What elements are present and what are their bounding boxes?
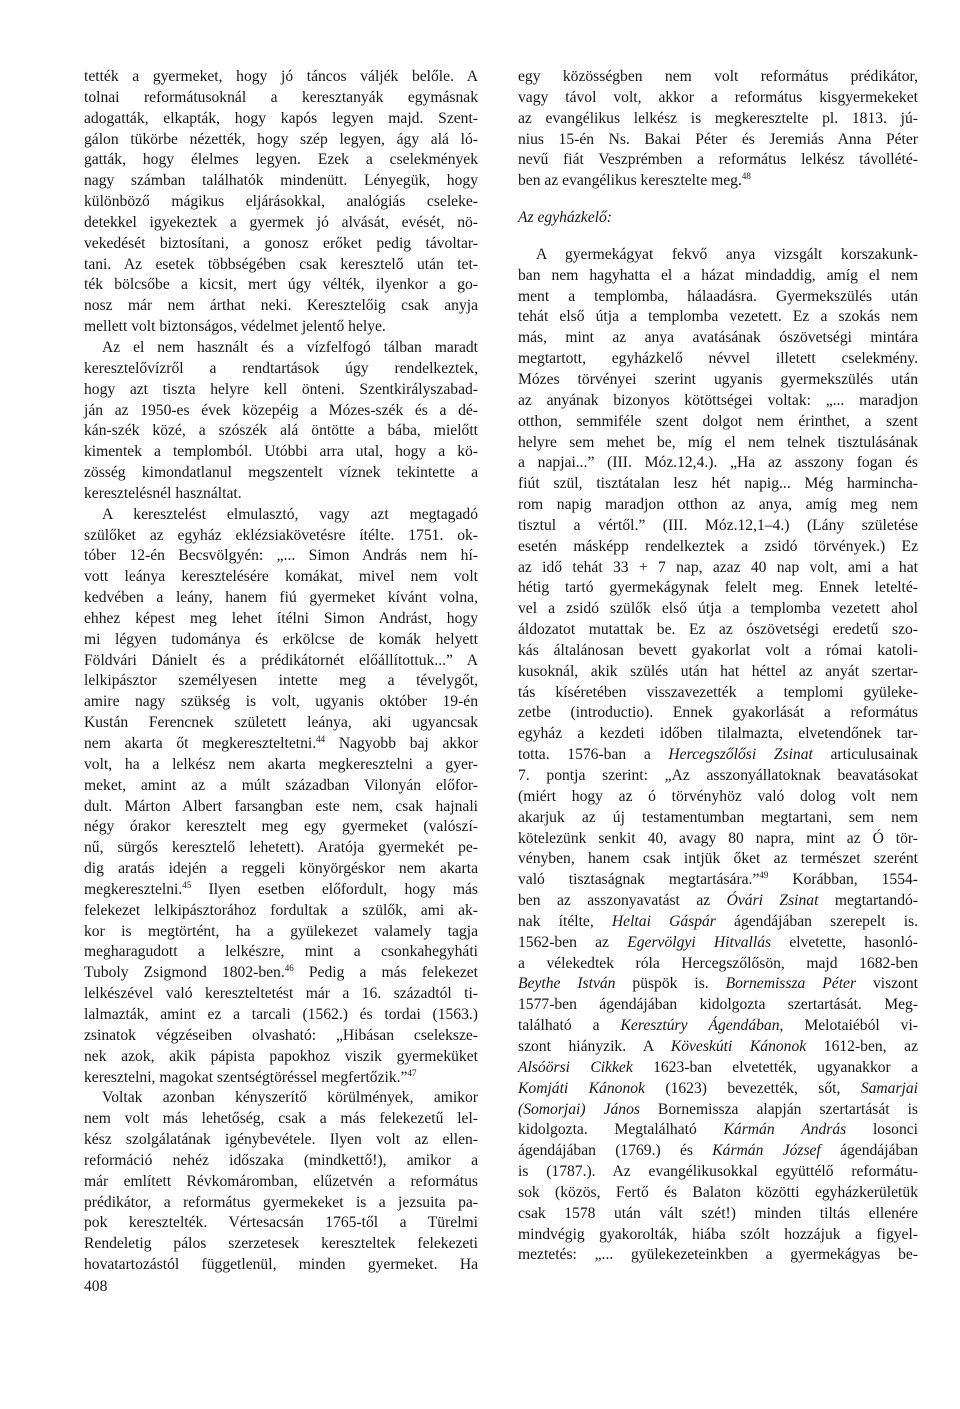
text-line: nek azok, akik pápista papokhoz viszik gyermeküket [84, 1047, 478, 1065]
text-line: fiút szül, tisztátalan lesz hét napig... Még harmincha- [518, 475, 918, 493]
text-line: prédikátor, a református gyermekeket is a jezsuita pa- [84, 1193, 478, 1211]
left-column [84, 67, 478, 1276]
text-line: adogatták, elkapták, hogy kapós legyen majd. Szent- [84, 109, 478, 127]
text-line: A gyermekágyat fekvő anya vizsgált korszakunk- [536, 245, 918, 263]
section-heading: Az egyházkelő: [518, 209, 612, 227]
italic-title: (Somorjai) János [518, 1100, 640, 1118]
text-line: mellett volt biztonságos, védelmet jelentő helye. [84, 318, 386, 336]
text-line: tani. Az esetek többségében csak keresztelő után tet- [84, 255, 478, 273]
paragraph-1 [518, 67, 918, 192]
text-line: nem akarta őt megkereszteltetni.$^{44}$ Nagyobb baj akkor [84, 734, 478, 752]
paragraph-2 [518, 245, 918, 1266]
text-line: (miért hogy az ó törvényhöz való dolog volt nem [518, 787, 918, 805]
text-line: gálon tükörbe nézették, hogy szép legyen, ágy alá ló- [84, 130, 478, 148]
italic-title: Kármán András [723, 1121, 847, 1139]
italic-title: Kármán József [712, 1142, 821, 1160]
page-number: 408 [84, 1278, 108, 1295]
text-line: gatták, hogy élelmes legyen. Ezek a cselekmények [84, 151, 478, 169]
text-line: kusoknál, akik szülés után hat héttel az anyát szertar- [518, 662, 918, 680]
text-line: az idő tehát 33 + 7 nap, azaz 40 nap volt, ami a hat [518, 558, 918, 576]
text-line: helyre sem mehet be, míg el nem telnek tisztulásának [518, 433, 918, 451]
text-line: már említett Révkomáromban, elűzetvén a református [84, 1172, 478, 1190]
text-line: tisztul a vértől.” (III. Móz.12,1–4.) (Lány születése [518, 516, 918, 534]
text-line: lelkészével való kereszteltetést már a 16. századtól ti- [84, 985, 478, 1003]
text-line: áldozatot mutattak be. Ez az ószövetségi eredetű szo- [518, 621, 918, 639]
footnote-marker: 45 [182, 879, 192, 890]
footnote-marker: 48 [741, 171, 751, 182]
text-line: vekedését biztosítani, a gonosz erőket pedig távoltar- [84, 234, 478, 252]
text-line: a napjai...” (III. Móz.12,4.). „Ha az asszony fogan és [518, 454, 918, 472]
text-line: található a Keresztúry Ágendában, Melotaiéból vi- [518, 1017, 919, 1035]
text-line: más, mint az anya avatásának ószövetségi mintára [518, 329, 918, 347]
text-line: ján az 1950-es évek közepéig a Mózes-szék és a dé- [84, 401, 478, 419]
text-line: volt, ha a lelkész nem akarta megkeresztelni a gyer- [84, 755, 478, 773]
text-line: keresztelni, magokat szentségtöréssel megfertőzik.”$^{47}$ [84, 1067, 417, 1086]
text-line: nevű fiát Veszprémben a református lelkész távollété- [518, 151, 918, 169]
paragraph-2 [84, 338, 478, 505]
text-line: egyház a kezdeti időben tilalmazta, elvetendőnek tar- [518, 725, 918, 743]
text-line: ték bölcsőbe a kicsit, mert úgy vélték, ilyenkor a go- [84, 276, 478, 294]
text-line: ben az asszonyavatást az Óvári Zsinat megtartandó- [518, 892, 919, 910]
text-line: ágendájában (1769.) és Kármán József ágendájában [518, 1142, 918, 1160]
italic-title: Alsóörsi Cikkek [518, 1058, 633, 1076]
text-line: Kustán Ferencnek született leánya, aki ugyancsak [84, 714, 478, 732]
text-line: pok keresztelték. Vértesacsán 1765-től a Türelmi [84, 1214, 478, 1232]
italic-title: Keresztúry Ágendában [620, 1017, 780, 1035]
text-line: hovatartozástól függetlenül, minden gyermeket. Ha [84, 1256, 478, 1274]
footnote-marker: 46 [284, 963, 294, 974]
paragraph-3 [84, 505, 478, 1089]
text-line: egy közösségben nem volt református prédikátor, [518, 68, 918, 85]
italic-title: Hercegszőlősi Zsinat [668, 746, 813, 764]
text-line: szont hiányzik. A Köveskúti Kánonok 1612-ben, az [518, 1037, 919, 1055]
text-line: nosz már nem árthat neki. Keresztelőig csak anyja [84, 297, 478, 315]
text-line: tolnai reformátusoknál a keresztanyák egymásnak [84, 88, 478, 106]
text-line: zösség kimondatlanul megszentelt víznek tekintette a [84, 464, 478, 482]
text-line: nagy számban találhatók mindenütt. Lényegük, hogy [84, 172, 478, 190]
text-line: megharagudott a lelkészre, mint a csonkahegyháti [84, 943, 478, 961]
text-line: detekkel igyekeztek a gyermek jó alvását, evését, nö- [84, 213, 478, 231]
footnote-marker: 47 [407, 1067, 417, 1078]
text-line: (Somorjai) János Bornemissza alapján szertartását is [518, 1100, 918, 1118]
text-line: akarjuk az új testamentumban megtartani, sem nem [518, 808, 918, 826]
paragraph-1 [84, 67, 478, 338]
italic-title: Köveskúti Kánonok [670, 1037, 807, 1055]
text-line: totta. 1576-ban a Hercegszőlősi Zsinat articulusainak [518, 746, 918, 764]
text-line: nem volt más lehetőség, csak a más felekezetű lel- [84, 1110, 478, 1128]
text-line: tóber 12-én Becsvölgyén: „... Simon András nem hí- [84, 547, 478, 565]
text-line: rom napig maradjon otthon az anya, amíg meg nem [518, 496, 918, 514]
text-line: ban nem hagyhatta el a házat mindaddig, amíg el nem [518, 266, 918, 284]
text-line: az evangélikus lelkész is megkeresztelte pl. 1813. jú- [518, 109, 918, 127]
text-line: meket, amint az a múlt században Vilonyán előfor- [84, 776, 478, 794]
text-line: mi légyen tudománya és erkölcse de komák helyett [84, 630, 478, 648]
text-line: reformáció nehéz időszaka (mindkettő!), amikor a [84, 1151, 478, 1169]
text-line: tették a gyermeket, hogy jó táncos váljék belőle. A [84, 68, 478, 85]
text-line: felekezet lelkipásztorához fordultak a szülők, ami ak- [84, 901, 478, 919]
text-line: is (1787.). Az evangélikusokkal együttélő reformátu- [518, 1163, 918, 1181]
text-line: dult. Márton Albert farsangban este nem, csak hajnali [84, 797, 478, 815]
text-line: négy órakor keresztelt meg egy gyermeket (valószí- [84, 818, 478, 836]
footnote-marker: 44 [316, 734, 326, 744]
text-line: mindvégig gyakorolták, hiába szólt hozzájuk a figyel- [518, 1225, 918, 1243]
text-line: megkeresztelni.$^{45}$ Ilyen esetben előfordult, hogy más [84, 879, 478, 898]
text-line: keresztelővízről a rendtartások úgy rendelkeztek, [84, 359, 478, 377]
text-line: ben az evangélikus keresztelte meg.$^{48}$ [518, 171, 751, 190]
text-line: tás kíséretében visszavezették a templomi gyüleke- [518, 683, 918, 701]
italic-title: Óvári Zsinat [726, 892, 819, 910]
text-line: megtartott, egyházkelő névvel illetett cselekmény. [518, 350, 918, 368]
text-line: Alsóörsi Cikkek 1623-ban elvetették, ugyanakkor a [518, 1058, 919, 1076]
text-line: Rendeletig pálos szerzetesek kereszteltek felekezeti [84, 1235, 478, 1253]
text-line: csak 1578 után vált szét!) minden tiltás ellenére [518, 1204, 918, 1222]
text-line: a vélekedtek róla Hercegszőlősön, majd 1682-ben [518, 954, 918, 972]
text-line: kidolgozta. Megtalálható Kármán András losonci [518, 1121, 918, 1139]
text-line: tehát első útja a templomba vezetett. Ez a szokás nem [518, 308, 918, 326]
text-line: 1562-ben az Egervölgyi Hitvallás elvetette, hasonló- [518, 933, 918, 951]
text-line: Komjáti Kánonok (1623) bevezették, sőt, Samarjai [518, 1079, 918, 1097]
italic-title: Samarjai [860, 1079, 918, 1097]
text-line: vagy távol volt, akkor a református kisgyermekeket [518, 88, 918, 106]
text-line: nius 15-én Ns. Bakai Péter és Jeremiás Anna Péter [518, 130, 918, 148]
text-line: lelkipásztor személyesen intette meg a tévelygőt, [84, 672, 478, 690]
paragraph-4 [84, 1088, 478, 1276]
text-line: amire nagy szükség is volt, ugyanis október 19-én [84, 693, 478, 711]
text-line: való tisztaságnak megtartására.”$^{49}$ Korábban, 1554- [518, 870, 919, 889]
text-line: esetén másképp rendelkeztek a zsidó törvények.) Ez [518, 537, 918, 555]
text-line: Földvári Dánielt és a prédikátornét előállítottuk...” A [84, 651, 478, 669]
text-line: 1577-ben ágendájában kidolgozta szertartását. Meg- [518, 996, 918, 1014]
text-line: kás általánosan bevett gyakorlat volt a római katoli- [518, 641, 918, 659]
text-line: Tuboly Zsigmond 1802-ben.$^{46}$ Pedig a más felekezet [84, 963, 478, 982]
text-line: kimentek a templomból. Utóbbi arra utal, hogy a kö- [84, 443, 478, 461]
text-line: A keresztelést elmulasztó, vagy azt megtagadó [102, 505, 478, 523]
text-line: Voltak azonban kényszerítő körülmények, amikor [102, 1089, 478, 1107]
italic-title: Beythe István [518, 975, 616, 993]
text-line: vott leánya keresztelésére komákat, mivel nem volt [84, 568, 478, 586]
text-line: vel a zsidó szülők első útja a templomba vezetett ahol [518, 600, 918, 618]
text-line: otthon, semmiféle szent dolgot nem érinthet, a szent [518, 412, 918, 430]
text-line: ehhez képest meg lehet ítélni Simon Andrást, hogy [84, 609, 478, 627]
text-line: lalmazták, amint ez a tarcali (1562.) és tordai (1563.) [84, 1005, 478, 1023]
text-line: az anyának bizonyos kötöttségei voltak: „... maradjon [518, 391, 918, 409]
text-line: kor is megtörtént, ha a gyülekezet valamely tagja [84, 922, 478, 940]
text-line: szülőket az egyház eklézsiakövetésre ítélte. 1751. ok- [84, 526, 478, 544]
text-line: keresztelésnél használtat. [84, 484, 242, 502]
text-line: dig aratás idején a reggeli könyörgéskor nem akarta [84, 860, 478, 878]
text-line: kész szolgálatának igénybevétele. Ilyen volt az ellen- [84, 1131, 478, 1149]
footnote-marker: 49 [759, 870, 769, 881]
text-line: különböző mágikus eljárásokkal, analógiás cseleke- [84, 193, 478, 211]
italic-title: Komjáti Kánonok [518, 1079, 645, 1097]
text-line: Az el nem használt és a vízfelfogó tálban maradt [102, 338, 478, 356]
text-line: hogy azt tiszta helyre kell önteni. Szentkirályszabad- [84, 380, 478, 398]
text-line: sok (közös, Fertő és Balaton közötti egyházkerületük [518, 1183, 918, 1201]
text-line: zsinatok végzéseiben olvasható: „Hibásan cseleksze- [84, 1026, 478, 1044]
italic-title: Heltai Gáspár [611, 912, 716, 930]
text-line: Mózes törvényei szerint ugyanis gyermekszülés után [518, 370, 918, 388]
text-line: Beythe István püspök is. Bornemissza Péter viszont [518, 975, 918, 993]
text-line: ment a templomba, hálaadásra. Gyermekszülés után [518, 287, 918, 305]
text-line: vényben, hanem csak intjük őket az természet szerént [518, 850, 918, 868]
text-line: nak ítélte, Heltai Gáspár ágendájában szerepelt is. [518, 912, 918, 930]
text-line: nű, sürgős keresztelő lehetett). Aratója gyermekét pe- [84, 839, 478, 857]
italic-title: Egervölgyi Hitvallás [627, 933, 772, 951]
text-line: meztetés: „... gyülekezeteinkben a gyermekágyas be- [518, 1246, 918, 1264]
text-line: 7. pontja szerint: „Az asszonyállatoknak beavatásokat [518, 767, 918, 784]
text-line: kötelezünk senkit 40, avagy 80 napra, mint az Ó tör- [518, 829, 918, 847]
italic-title: Bornemissza Péter [725, 975, 857, 993]
text-line: kedvében a leány, hanem fiú gyermeket kívánt volna, [84, 589, 478, 607]
right-column [518, 67, 918, 1266]
text-line: kán-szék közé, a szószék alá öntötte a bába, mielőtt [84, 422, 478, 440]
text-line: hétig tartó gyermekágynak felelt meg. Ennek letelté- [518, 579, 918, 597]
text-line: zetbe (introductio). Ennek gyakorlását a református [518, 704, 918, 722]
